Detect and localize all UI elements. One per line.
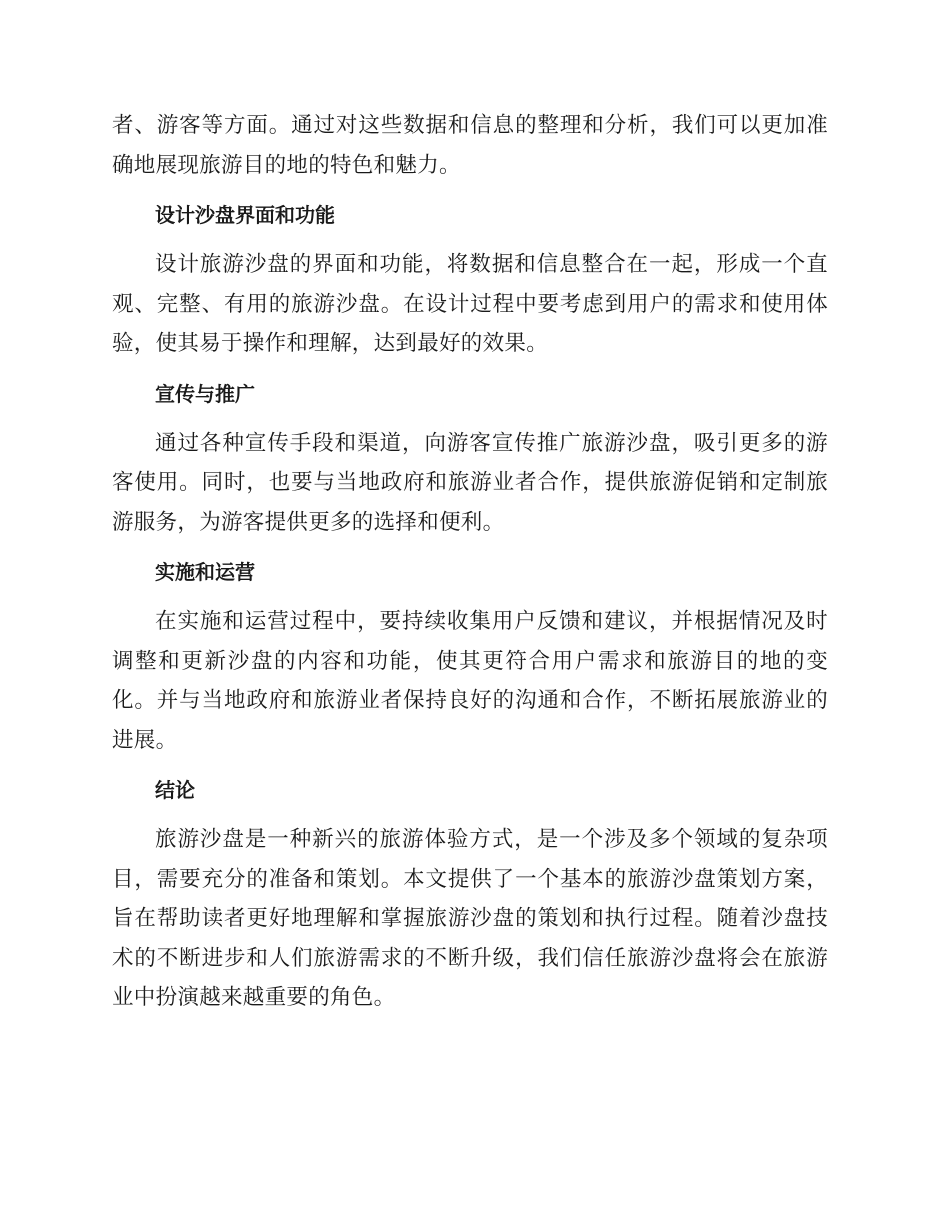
section-heading-promotion: 宣传与推广 [155, 381, 255, 406]
section-heading-operation: 实施和运营 [155, 560, 255, 584]
section-body-operation: 在实施和运营过程中，要持续收集用户反馈和建议，并根据情况及时调整和更新沙盘的内容和功能，使其更符合用户需求和旅游目的地的变化。并与当地政府和旅游业者保持良好的沟通和合作，不断拓展旅游业的进展。 [112, 609, 828, 753]
section-body-conclusion: 旅游沙盘是一种新兴的旅游体验方式，是一个涉及多个领域的复杂项目，需要充分的准备和策划。本文提供了一个基本的旅游沙盘策划方案，旨在帮助读者更好地理解和掌握旅游沙盘的策划和执行过程。随着沙盘技术的不断进步和人们旅游需求的不断升级，我们信任旅游沙盘将会在旅游业中扮演越来越重要的角色。 [112, 827, 828, 1010]
section-body-promotion: 通过各种宣传手段和渠道，向游客宣传推广旅游沙盘，吸引更多的游客使用。同时，也要与当地政府和旅游业者合作，提供旅游促销和定制旅游服务，为游客提供更多的选择和便利。 [112, 430, 828, 535]
section-heading-design: 设计沙盘界面和功能 [155, 203, 335, 227]
section-body-design: 设计旅游沙盘的界面和功能，将数据和信息整合在一起，形成一个直观、完整、有用的旅游沙盘。在设计过程中要考虑到用户的需求和使用体验，使其易于操作和理解，达到最好的效果。 [112, 252, 828, 356]
document-page [112, 106, 828, 1018]
intro-paragraph: 者、游客等方面。通过对这些数据和信息的整理和分析，我们可以更加准确地展现旅游目的地的特色和魅力。 [112, 113, 828, 178]
section-heading-conclusion: 结论 [155, 778, 195, 802]
